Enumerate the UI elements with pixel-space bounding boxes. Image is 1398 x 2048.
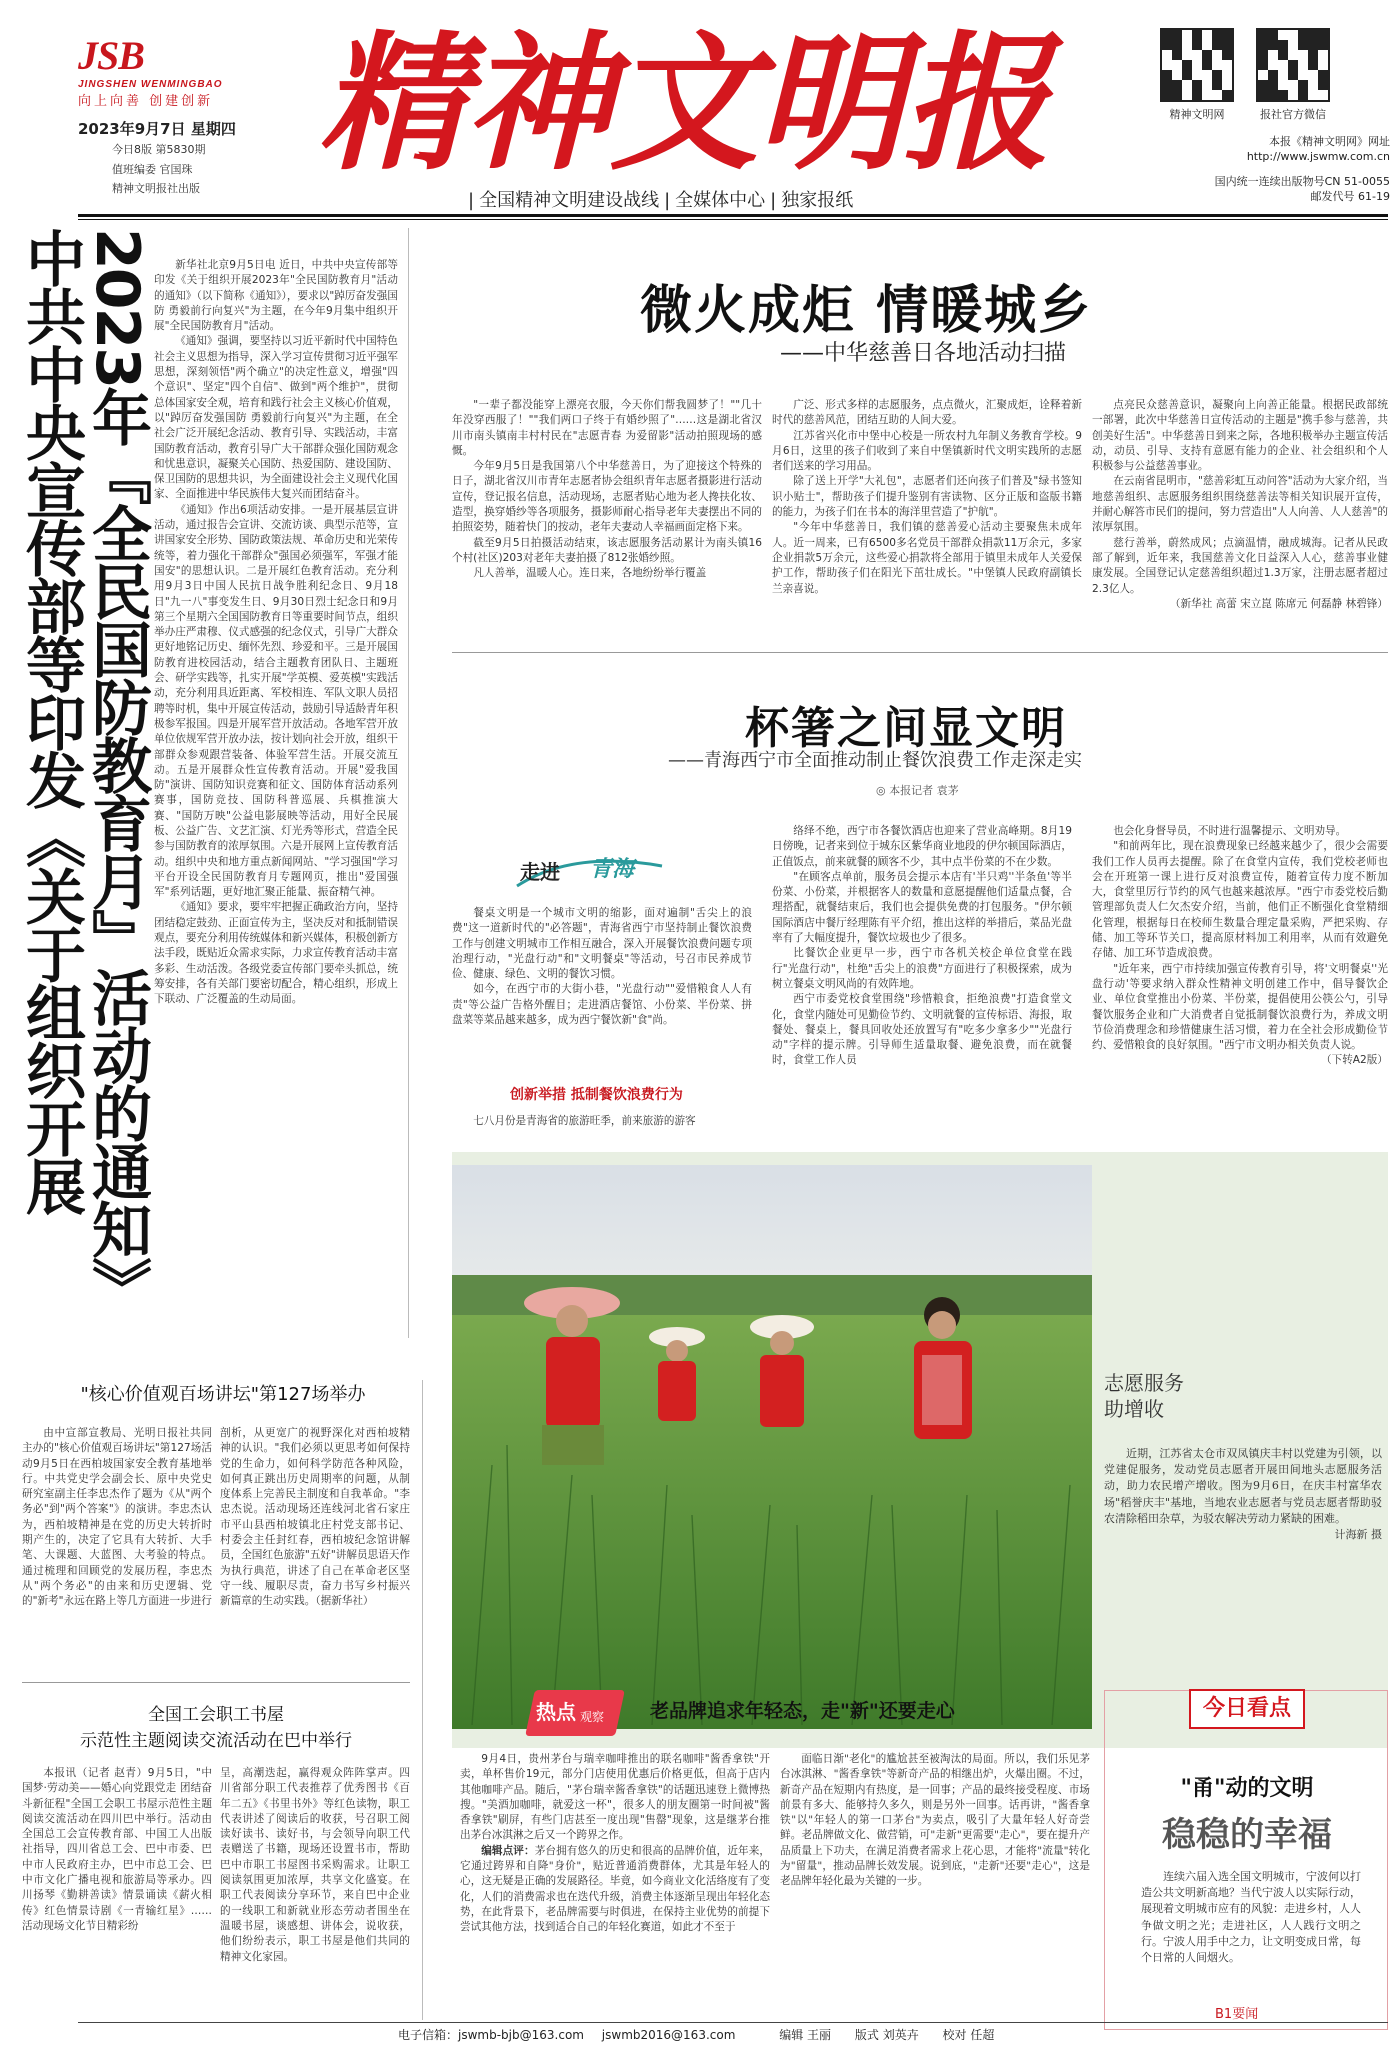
- dining-col1: [452, 906, 752, 1027]
- caption-body: 近期，江苏省太仓市双凤镇庆丰村以党建为引领，以党建促服务，发动党员志愿者开展田间地头志愿服务活动，助力农民增产增收。图为9月6日，在庆丰村富华农场"稻誉庆丰"基地，当地农业志愿者与党员志愿者帮助驳农清除稻田杂草，为驳农解决劳动力紧缺的困难。: [1104, 1447, 1382, 1525]
- logo-mark: JSB: [78, 33, 144, 78]
- brand-logo: [78, 32, 278, 109]
- today-label: 今日看点: [1189, 1689, 1305, 1729]
- today-title2: 稳稳的幸福: [1162, 1815, 1332, 1855]
- paragraph: 新华社北京9月5日电 近日，中共中央宣传部等印发《关于组织开展2023年"全民国防教育月"活动的通知》（以下简称《通知》），要求以"踔厉奋发强国防 勇毅前行向复兴"为主题，在今年9月集中组织开展"全民国防教育月"活动。: [154, 259, 398, 333]
- paragraph: 《通知》作出6项活动安排。一是开展基层宣讲活动，通过报告会宣讲、交流访谈、典型示范等，宣讲国家安全形势、国防政策法规、革命历史和光荣传统等，着力强化干部群众"强国必须强军，军强才能国安"的思想认识。二是开展红色教育活动。充分利用9月3日中国人民抗日战争胜利纪念日、9月18日"九一八"事变发生日、9月30日烈士纪念日和9月第三个星期六全国国防教育日等重要时间节点，组织举办庄严肃穆、仪式感强的纪念仪式，引导广大群众更好地铭记历史、缅怀先烈、珍爱和平。三是开展国防教育进校园活动，结合主题教育团队日、主题班会、研学实践等，扎实开展"学英模、爱英模"实践活动，充分利用具近距离、军校相连、军队文职人员招聘等时机，集中开展宣传活动，鼓励引导适龄青年积极参军报国。四是开展军营开放活动。各地军营开放单位依规军营开放办法，按计划向社会开放，组织干部群众参观跟营装备、体验军营生活。开展交流互动。五是开展群众性宣传教育活动。开展"爱我国防"演讲、国防知识竞赛和征文、国防体育活动系列赛事，国防竞技、国防科普巡展、兵棋推演大赛、"国防万映"公益电影展映等活动，用好全民展板、公益广告、文艺汇演、灯光秀等形式，营造全民参与国防教育的浓厚氛围。六是开展网上宣传教育活动。组织中央和地方重点新闻网站、"学习强国"学习平台开设全民国防教育月专题网页，推出"爱国强军"系列话题，更好地汇聚正能量、振奋精气神。: [154, 503, 398, 899]
- paragraph: 截至9月5日拍摄活动结束，该志愿服务活动累计为南头镇16个村(社区)203对老年夫妻拍摄了812张婚纱照。: [452, 536, 762, 564]
- paragraph: 餐桌文明是一个城市文明的缩影，面对遍制"舌尖上的浪费"这一道新时代的"必答题"，青海省西宁市坚持制止餐饮浪费工作与创建文明城市工作相互融合，深入开展餐饮浪费问题专项治理行动，"光盘行动"和"文明餐桌"等活动，号召市民养成节俭、健康、绿色、文明的餐饮习惯。: [452, 907, 752, 981]
- masthead-rule-thin: [78, 219, 1388, 220]
- paragraph: 今年9月5日是我国第八个中华慈善日，为了迎接这个特殊的日子，湖北省汉川市青年志愿者协会组织青年志愿者摄影进行活动宣传，登记报名信息，活动现场，志愿者贴心地为老人搀扶化妆、造型，换穿婚纱等各项服务，摄影师耐心指导老年夫妻摆出不同的拍照姿势，随着快门的按动，老年夫妻动人幸福画面定格下来。: [452, 460, 762, 534]
- masthead-rule: [78, 214, 1388, 217]
- email-label: 电子信箱：: [398, 2028, 459, 2042]
- today-body: 连续六届入选全国文明城市，宁波何以打造公共文明新高地？当代宁波人以实际行动，展现着文明城市应有的风貌：走进乡村，人人争做文明之光；走进社区，人人践行文明之行。宁波人用手中之力，让文明变成日常，每个日常的人间烟火。: [1141, 1870, 1361, 1965]
- paragraph: "一辈子都没能穿上漂亮衣服，今天你们帮我圆梦了！""几十年没穿西服了！""我们两口子终于有婚纱照了"……这是湖北省汉川市南头镇南丰村村民在"志愿青春 为爱留影"活动拍照现场的感慨。: [452, 399, 762, 457]
- paragraph: 七八月份是青海省的旅游旺季，前来旅游的游客: [473, 1115, 696, 1127]
- paragraph: "和前两年比，现在浪费现象已经越来越少了，很少会需要我们工作人员再去提醒。除了在食堂内宣传，我们党校老师也会在开班第一课上进行反对浪费宣传，随着宣传力度不断加大，食堂里厉行节约的风气也越来越浓厚。"西宁市委党校后勤管理部负责人仁欠杰安介绍，当前，他们正不断强化食堂精细化管理，根据每日在校师生数量合理定量采购，严把采购、存储、加工等环节关口，提高原材料加工利用率，从而有效避免存储、加工环节造成浪费。: [1092, 840, 1388, 960]
- comment-label: 编辑点评：: [481, 1844, 535, 1857]
- core-values-headline: "核心价值观百场讲坛"第127场举办: [80, 1384, 366, 1405]
- rice-field-illustration: [452, 1165, 1092, 1729]
- footer: [78, 2026, 1388, 2043]
- core-values-col1: 由中宣部宣教局、光明日报社共同主办的"核心价值观百场讲坛"第127场活动9月5日在西柏坡国家安全教育基地举行。中共党史学会副会长、原中央党史研究室副主任李忠杰作了题为《从"两个务必"到"两个答案"》的演讲。李忠杰认为，西柏坡精神是在党的历史大转折时期产生的，决定了它具有大转折、大手笔、大课题、大蓝图、大考验的特点。通过梳理和回顾党的发展历程，李忠杰从"两个务必"的由来和历史逻辑、党的"新考"永远在路上等几方面进一步进行: [22, 1427, 212, 1608]
- tagline-item: 全国精神文明建设战线: [479, 190, 660, 211]
- qr-code-wechat[interactable]: [1256, 28, 1338, 122]
- duty-editor: 值班编委 官国珠: [112, 163, 193, 176]
- dining-col3: [1092, 824, 1388, 1134]
- lead-headline-line2: 中共中央宣传部等印发《关于组织开展: [16, 228, 86, 1214]
- paragraph: 面临日渐"老化"的尴尬甚至被淘汰的局面。所以，我们乐见茅台冰淇淋、"酱香拿铁"等新奇产品的相继出炉，火爆出圈。不过，新奇产品在短期内有热度，是一回事；产品的最终接受程度、市场前景有多大、能够持久多久，则是另外一回事。话再讲，"酱香拿铁"以"年轻人的第一口茅台"为卖点，吸引了大量年轻人好奇尝鲜。老品牌做文化、做营销，可"走新"更需要"走心"，要在提升产品质量上下功夫，在满足消费者需求上花心思，才能将"流量"转化为"留量"，推动品牌长效发展。说到底，"走新"还要"走心"，这是老品牌年轻化最为关键的一步。: [780, 1753, 1090, 1888]
- paragraph: 慈行善举，蔚然成风；点滴温情，融成城海。记者从民政部了解到，近年来，我国慈善文化日益深入人心，慈善事业健康发展。全国登记认定慈善组织超过1.3万家，注册志愿者超过2.3亿人。: [1092, 536, 1388, 595]
- column-divider: [408, 228, 409, 1338]
- footer-editor: 编辑 王丽: [779, 2028, 832, 2042]
- photo-caption: [1104, 1370, 1388, 1543]
- footer-layout: 版式 刘英卉: [854, 2028, 919, 2042]
- dining-byline: ◎ 本报记者 袁茅: [876, 784, 959, 797]
- paragraph: 如今，在西宁市的大街小巷，"光盘行动""爱惜粮食人人有责"等公益广告格外醒目；走进酒店餐馆、小份菜、半份菜、拼盘菜等菜品越来越多，成为西宁餐饮新"食"尚。: [452, 983, 752, 1027]
- charity-subhead: ——中华慈善日各地活动扫描: [780, 341, 1067, 366]
- tagline-item: 独家报纸: [781, 190, 854, 211]
- paragraph: 比餐饮企业更早一步，西宁市各机关校企单位食堂在践行"光盘行动"，杜绝"舌尖上的浪费"方面进行了积极探索，成为树立餐桌文明风尚的有效阵地。: [772, 947, 1072, 990]
- byline: （新华社 高蕾 宋立崑 陈席元 何磊静 林碧锋）: [1169, 597, 1388, 610]
- volunteers-field-photo: [452, 1165, 1092, 1729]
- caption-title-line2: 助增收: [1104, 1397, 1164, 1421]
- qr-label-website: 精神文明网: [1169, 108, 1225, 121]
- today-page-ref[interactable]: B1要闻: [1215, 2007, 1259, 2022]
- publisher: 精神文明报社出版: [112, 182, 200, 195]
- dining-headline: 杯箸之间显文明: [745, 703, 1067, 754]
- paragraph: [460, 1844, 770, 1936]
- core-values-col2: 剖析，从更宽广的视野深化对西柏坡精神的认识。"我们必须以更思考如何保持党的生命力，如何科学防范各种风险，如何真正跳出历史周期率的问题，从制度体系上完善民主制度和自我革命。"李忠杰说。活动现场还连线河北省石家庄市平山县西柏坡镇北庄村党支部书记、村委会主任封红春，西柏坡纪念馆讲解员，全国红色旅游"五好"讲解员思语天作为执行典范，讲述了自己在革命老区坚守一线、履职尽责，奋力书写乡村振兴新篇章的生动实践。（据新华社）: [220, 1427, 410, 1608]
- site-url[interactable]: http://www.jswmw.com.cn: [1246, 150, 1390, 163]
- paragraph: 凡人善举，温暖人心。连日来，各地纷纷举行覆盖: [473, 567, 707, 580]
- email-2[interactable]: jswmb2016@163.com: [601, 2028, 736, 2042]
- logo-slogan: 向上向善 创建创新: [78, 94, 214, 109]
- hotspot-col2: [780, 1752, 1090, 2014]
- dining-section-title: 创新举措 抵制餐饮浪费行为: [510, 1087, 683, 1103]
- issue-info: [78, 118, 318, 196]
- paragraph: "近年来，西宁市持续加强宣传教育引导，将'文明餐桌''光盘行动'等要求纳入群众性精神文明创建工作中，倡导餐饮企业、单位食堂推出小份菜、半份菜，提倡使用公筷公勺，引导餐饮服务企业和广大消费者自觉抵制餐饮浪费行为，养成文明节俭消费理念和珍惜健康生活习惯，着力在全社会形成勤俭节约、爱惜粮食的良好氛围。"西宁市文明办相关负责人说。: [1092, 962, 1388, 1052]
- qr-icon: [1160, 28, 1234, 102]
- today-title1: "甬"动的文明: [1180, 1776, 1314, 1801]
- badge-top: 热点: [536, 1700, 576, 1724]
- paragraph: "今年中华慈善日，我们镇的慈善爱心活动主要聚焦未成年人。近一周来，已有6500多名党员干部群众捐款11万余元，多家企业捐款5万余元，这些爱心捐款将全部用于镇里未成年人关爱保护工作，帮助孩子们在阳光下茁壮成长。"中堡镇人民政府副镇长兰亲喜说。: [772, 521, 1082, 595]
- issue-date: 2023年9月7日 星期四: [78, 120, 236, 138]
- section-rule: [452, 652, 1388, 653]
- paragraph: 广泛、形式多样的志愿服务，点点微火，汇聚成炬，诠释着新时代的慈善风范，团结互助的人间大爱。: [772, 399, 1082, 427]
- paragraph: 《通知》强调，要坚持以习近平新时代中国特色社会主义思想为指导，深入学习宣传贯彻习近平强军思想，深刻领悟"两个确立"的决定性意义，增强"四个意识"、坚定"四个自信"、做到"两个维护"，贯彻总体国家安全观，培育和践行社会主义核心价值观，以"踔厉奋发强国防 勇毅前行向复兴"为主题，在全社会广泛开展纪念活动、教育引导、实践活动，丰富国防教育活动，教育引导广大干部群众强化国防观念和忧患意识，凝聚关心国防、热爱国防、建设国防、保卫国防的思想共识，为全面建设社会主义现代化国家、全面推进中华民族伟大复兴而团结奋斗。: [154, 335, 398, 501]
- footer-rule: [78, 2022, 1388, 2023]
- today-highlights-box[interactable]: [1104, 1690, 1388, 2030]
- qr-icon: [1256, 28, 1330, 102]
- charity-col1: [452, 398, 762, 638]
- masthead-taglines: | 全国精神文明建设战线 | 全媒体中心 | 独家报纸: [468, 186, 858, 212]
- qr-code-website[interactable]: [1160, 28, 1242, 122]
- publication-info: [1120, 134, 1390, 204]
- charity-headline: 微火成炬 情暖城乡: [640, 281, 1093, 341]
- post-code: 邮发代号 61-19: [1310, 190, 1390, 203]
- paragraph: 也会化身督导员，不时进行温馨提示、文明劝导。: [1113, 825, 1347, 837]
- paragraph: 在云南省昆明市，"慈善彩虹互动问答"活动为大家介绍，当地慈善组织、志愿服务组织围绕慈善法等相关知识展开宣传，并耐心解答市民们的提问，努力营造出"人人向善、人人慈善"的浓厚氛围。: [1092, 475, 1388, 534]
- badge-place: 青海: [590, 856, 635, 882]
- hotspot-headline: 老品牌追求年轻态，走"新"还要走心: [650, 1700, 955, 1722]
- section-rule: [22, 1682, 410, 1683]
- hotspot-col1: [460, 1752, 770, 2014]
- union-col2: 呈，高潮迭起，赢得观众阵阵掌声。四川省部分职工代表推荐了优秀图书《百年二五》《书里书外》等红色读物，职工代表讲述了阅读后的收获，号召职工阅读好读书、读好书，与会领导向职工代表赠送了书籍，现场还设置书市，帮助巴中市职工书屋图书采购需求。让职工阅读氛围更加浓厚，共享文化盛宴。在职工代表阅读分享环节，来自巴中企业的一线职工和新就业形态劳动者围坐在温暖书屋，谈感想、讲体会，说收获，他们纷纷表示，职工书屋是他们共同的精神文化家园。: [220, 1767, 410, 1963]
- paragraph: 江苏省兴化市中堡中心校是一所农村九年制义务教育学校。9月6日，这里的孩子们收到了来自中堡镇新时代文明实践所的志愿者们送来的学习用品。: [772, 429, 1082, 473]
- cn-number: 国内统一连续出版物号CN 51-0055: [1214, 175, 1390, 188]
- photo-credit: 计海新 摄: [1334, 1528, 1382, 1542]
- continued-note: （下转A2版）: [1321, 1054, 1388, 1067]
- caption-title-line1: 志愿服务: [1104, 1371, 1184, 1395]
- badge-bottom: 观察: [580, 1710, 605, 1724]
- email-1[interactable]: jswmb-bjb@163.com: [458, 2028, 584, 2042]
- paragraph: 除了送上开学"大礼包"，志愿者们还向孩子们普及"绿书签知识小贴士"，帮助孩子们提升鉴别有害读物、区分正版和盗版书籍的能力，为孩子们在书本的海洋里营造了"护航"。: [772, 475, 1082, 519]
- dining-col2: [772, 824, 1072, 1134]
- newspaper-title: 精神文明报: [318, 16, 1048, 190]
- footer-proof: 校对 任超: [942, 2028, 995, 2042]
- qr-label-wechat: 报社官方微信: [1260, 108, 1326, 121]
- union-subhead: 示范性主题阅读交流活动在巴中举行: [80, 1731, 352, 1751]
- paragraph: 络绎不绝，西宁市各餐饮酒店也迎来了营业高峰期。8月19日傍晚，记者来到位于城东区紫华商业地段的伊尔顿国际酒店，正值饭点，前来就餐的顾客不少，其中点半份菜的不在少数。: [772, 825, 1072, 868]
- paragraph: 西宁市委党校食堂围绕"珍惜粮食，拒绝浪费"打造食堂文化，食堂内随处可见勤俭节约、文明就餐的宣传标语、海报，取餐处、餐桌上，餐具回收处还放置写有"吃多少拿多少""光盘行动"字样的提示牌。引导师生适量取餐、避免浪费，而在就餐时，食堂工作人员: [772, 993, 1072, 1067]
- hotspot-badge: [530, 1690, 620, 1736]
- site-line: 本报《精神文明网》网址: [1269, 135, 1390, 148]
- union-headline: 全国工会职工书屋: [148, 1705, 284, 1725]
- tagline-item: 全媒体中心: [675, 190, 766, 211]
- lead-headline: [10, 228, 152, 1315]
- lead-body: [154, 258, 398, 1330]
- dining-subhead: ——青海西宁市全面推动制止餐饮浪费工作走深走实: [668, 750, 1082, 771]
- paragraph: 9月4日，贵州茅台与瑞幸咖啡推出的联名咖啡"酱香拿铁"开卖，单杯售价19元，部分门店使用优惠后价格更低，但高于店内其他咖啡产品。随后，"茅台瑞幸酱香拿铁"的话题迅速登上微博热搜。"美酒加咖啡，就爱这一杯"，很多人的朋友圈第一时间被"酱香拿铁"刷屏，有些门店甚至一度出现"售罄"现象，这是继茅台推出茅台冰淇淋之后又一个跨界之作。: [460, 1753, 770, 1842]
- union-col1: 本报讯（记者 赵青）9月5日，"中国梦·劳动美——婚心向党跟党走 团结奋斗新征程"全国工会职工书屋示范性主题阅读交流活动在四川巴中举行。活动由全国总工会宣传教育部、中国工人出版社指导，四川省总工会、巴中市委、巴中市人民政府主办，巴中市总工会、巴中市文化广播电视和旅游局等承办。四川扬琴《勤耕善读》情景诵读《薪火相传》红色情景诗剧《一青输红星》……活动现场文化节目精彩纷: [22, 1767, 212, 1932]
- charity-col3: [1092, 398, 1388, 638]
- caption-title: [1104, 1370, 1388, 1422]
- walk-into-qinghai-badge: [512, 846, 672, 894]
- column-divider: [422, 1380, 423, 2020]
- logo-pinyin: JINGSHEN WENMINGBAO: [78, 79, 223, 90]
- paragraph: 点亮民众慈善意识，凝聚向上向善正能量。根据民政部统一部署，此次中华慈善日宣传活动的主题是"携手参与慈善，共创美好生活"。中华慈善日到来之际，各地积极举办主题宣传活动，动员、引导、支持有意愿有能力的企业、社会组织和个人积极参与公益慈善事业。: [1092, 399, 1388, 473]
- charity-col2: [772, 398, 1082, 638]
- paragraph: "在顾客点单前，服务员会提示本店有'半只鸡''半条鱼'等半份菜、小份菜，并根据客人的数量和意愿提醒他们适量点餐，合理搭配，就餐结束后，我们也会提供免费的打包服务。"伊尔顿国际酒店中餐厅经理陈有平介绍，推出这样的举措后，菜品光盘率有了大幅度提升，餐饮垃圾也少了很多。: [772, 870, 1072, 945]
- lead-headline-line1: 2023年『全民国防教育月』活动的通知》: [82, 228, 152, 1315]
- dining-col1-tail: [452, 1114, 752, 1134]
- badge-prefix: 走进: [520, 860, 560, 884]
- paragraph: 《通知》要求，要牢牢把握正确政治方向，坚持团结稳定鼓劲、正面宣传为主，坚决反对和抵制错误观点，要充分利用传统媒体和新兴媒体，积极创新方法手段，既贴近众需求实际，力求宣传教育活动丰富多彩、生动活泼。各级党委宣传部门要牵头抓总，统筹安排，各有关部门要密切配合，精心组织，形成上下联动、广泛覆盖的生动局面。: [154, 901, 398, 1006]
- issue-edition: 今日8版 第5830期: [112, 143, 206, 156]
- comment-text: 茅台拥有悠久的历史和很高的品牌价值，近年来，它通过跨界和自降"身价"，贴近普通消费群体，尤其是年轻人的心，这无疑是正确的发展路径。毕竟，如今商业文化活络度有了变化，人们的消费需求也在迭代升级，消费主体逐渐呈现出年轻化态势，在此背景下，老品牌需要与时俱进，在保持主业优势的前提下尝试其他方法，找到适合自己的年轻化赛道，如此才不至于: [460, 1844, 771, 1934]
